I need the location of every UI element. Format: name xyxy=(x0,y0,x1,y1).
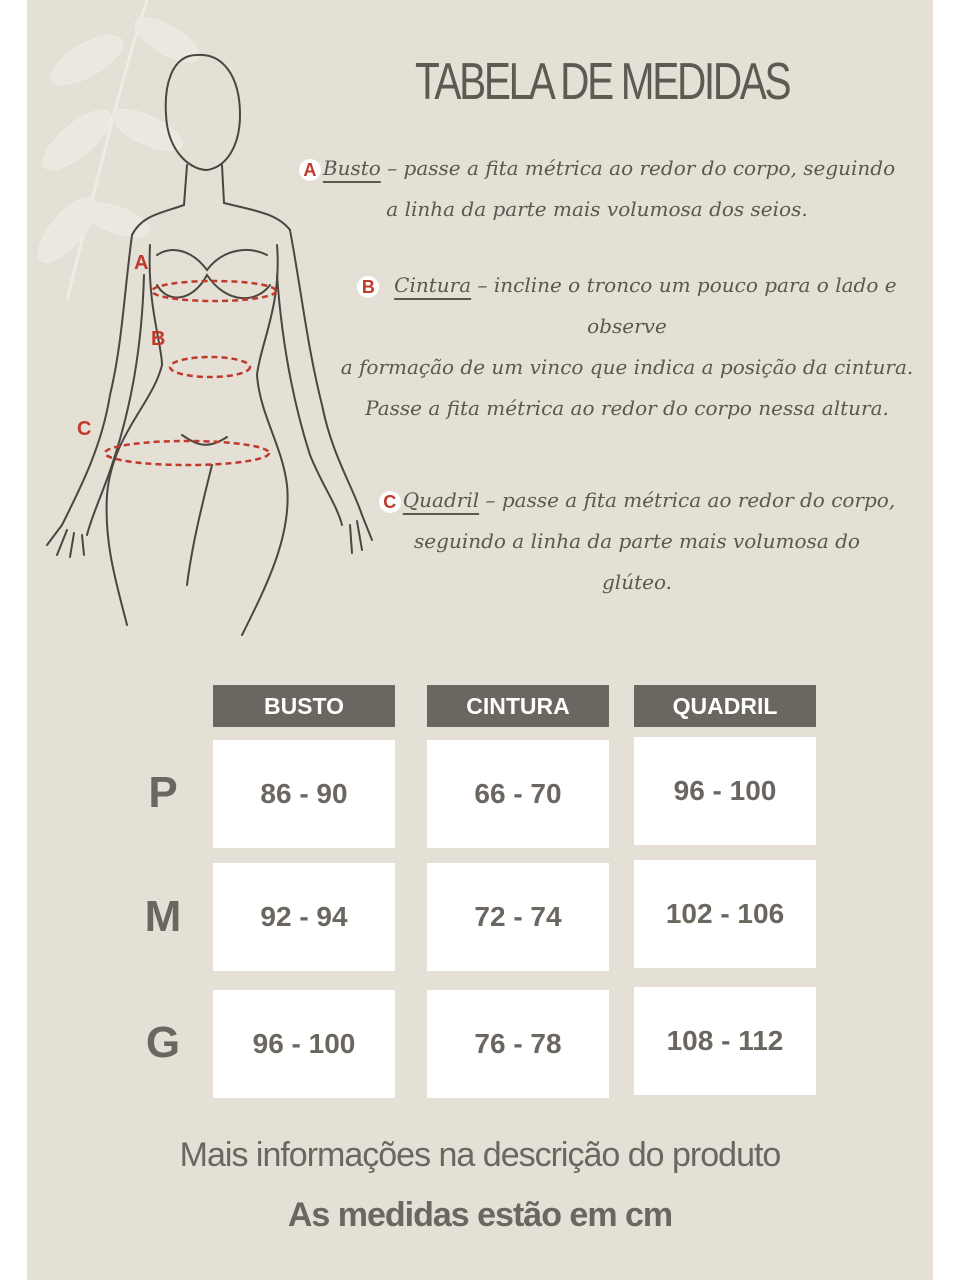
footer-units-note: As medidas estão em cm xyxy=(287,1196,673,1234)
size-label-g: G xyxy=(145,1018,181,1067)
bust-term: Busto xyxy=(322,156,381,180)
marker-c-badge: C xyxy=(379,491,401,513)
figure-marker-b: B xyxy=(151,328,166,350)
figure-marker-a: A xyxy=(134,252,149,274)
hip-text-1: – passe a fita métrica ao redor do corpo, xyxy=(479,488,896,512)
waist-text-3: a formação de um vinco que indica a posição da cintura. xyxy=(340,355,914,379)
cell-p-quadril: 96 - 100 xyxy=(634,737,816,845)
cell-p-cintura: 66 - 70 xyxy=(427,740,609,848)
size-label-p: P xyxy=(148,768,178,817)
cell-m-cintura: 72 - 74 xyxy=(427,863,609,971)
size-chart-page xyxy=(27,0,933,1280)
instruction-bust xyxy=(277,148,917,230)
header-cintura: CINTURA xyxy=(427,685,609,727)
bust-text-2: a linha da parte mais volumosa dos seios. xyxy=(386,197,808,221)
hip-text-2: seguindo a linha da parte mais volumosa do xyxy=(414,529,860,553)
hip-measure-line xyxy=(105,441,269,465)
header-quadril: QUADRIL xyxy=(634,685,816,727)
footer-more-info: Mais informações na descrição do produto xyxy=(179,1136,781,1174)
cell-g-busto: 96 - 100 xyxy=(213,990,395,1098)
header-busto: BUSTO xyxy=(213,685,395,727)
cell-m-busto: 92 - 94 xyxy=(213,863,395,971)
instruction-hip-line1 xyxy=(367,480,907,521)
waist-text-2: observe xyxy=(587,314,667,338)
cell-p-busto: 86 - 90 xyxy=(213,740,395,848)
cell-g-quadril: 108 - 112 xyxy=(634,987,816,1095)
instruction-hip xyxy=(367,480,907,603)
figure-marker-c: C xyxy=(77,418,92,440)
cell-g-cintura: 76 - 78 xyxy=(427,990,609,1098)
marker-b-badge: B xyxy=(357,276,379,298)
bust-text-1: – passe a fita métrica ao redor do corpo, seguindo xyxy=(380,156,896,180)
size-label-m: M xyxy=(144,892,182,941)
hip-text-3: glúteo. xyxy=(602,570,672,594)
waist-term: Cintura xyxy=(394,273,472,297)
marker-a-badge: A xyxy=(299,159,321,181)
instruction-bust-line1 xyxy=(277,148,917,189)
waist-text-1: – incline o tronco um pouco para o lado e xyxy=(471,273,897,297)
instruction-waist xyxy=(327,265,927,429)
cell-m-quadril: 102 - 106 xyxy=(634,860,816,968)
waist-measure-line xyxy=(170,357,250,377)
page-title: TABELA DE MEDIDAS xyxy=(415,53,790,111)
waist-text-4: Passe a fita métrica ao redor do corpo nessa altura. xyxy=(365,396,889,420)
instruction-waist-line1 xyxy=(327,265,927,306)
hip-term: Quadril xyxy=(402,488,480,512)
